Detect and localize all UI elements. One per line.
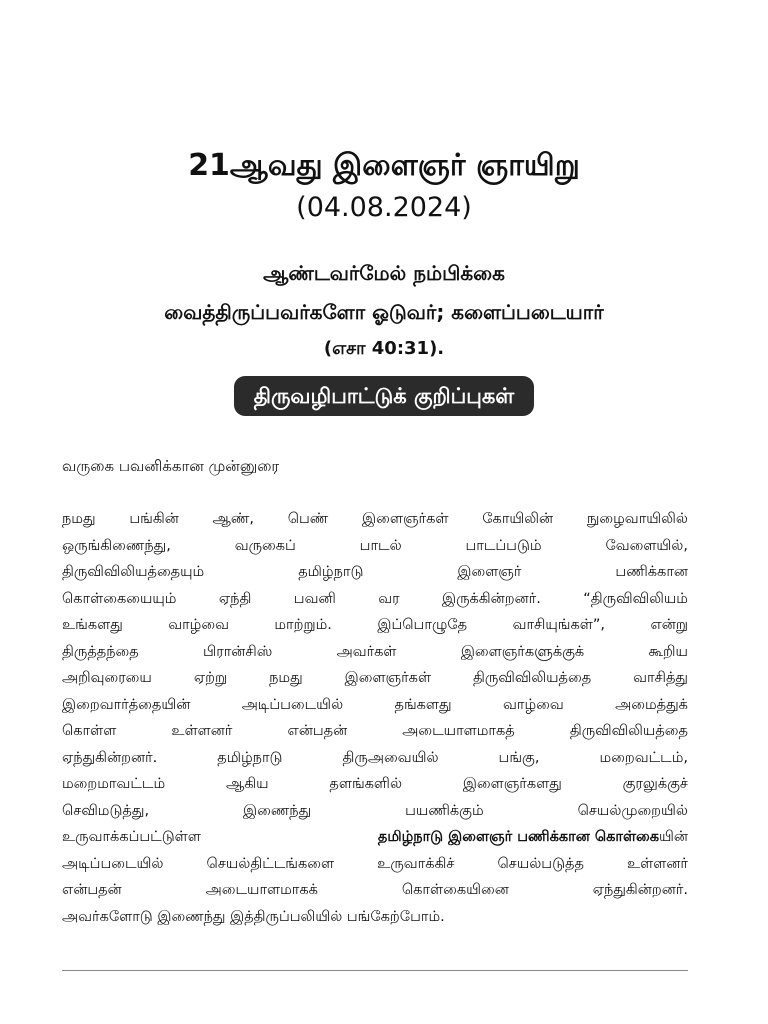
paragraph-line <box>62 771 688 798</box>
word: இளைஞர்கள் <box>362 511 449 527</box>
word: நுழைவாயிலில் <box>586 511 688 527</box>
word: அவர்கள் <box>336 643 397 660</box>
paragraph-line <box>62 692 688 719</box>
word: பங்கின் <box>129 511 179 527</box>
word: பாடல் <box>359 537 402 554</box>
policy-name-inline <box>378 824 688 851</box>
word: வருகைப் <box>234 537 296 554</box>
word: கொள்கையையும் <box>62 590 177 607</box>
word: அமைத்துக் <box>615 696 688 713</box>
paragraph-line <box>62 877 688 904</box>
word: “திருவிவிலியம் <box>583 590 688 607</box>
paragraph-line <box>62 506 688 533</box>
word: திருவிவிலியத்தை <box>473 670 592 686</box>
footer-divider <box>62 970 688 971</box>
word: செயல்திட்டங்களை <box>206 855 335 872</box>
word: அடிப்படையில் <box>62 855 164 872</box>
word: இணைந்து <box>243 802 312 819</box>
word: பணிக்கான <box>615 564 688 580</box>
word: வேளையில், <box>605 537 688 554</box>
word: மாற்றும். <box>274 617 332 633</box>
word: ஒருங்கிணைந்து, <box>62 537 171 554</box>
word: வாழ்வை <box>168 617 229 633</box>
word: இருக்கின்றனர். <box>441 590 541 607</box>
closing-sentence: அவர்களோடு இணைந்து இத்திருப்பலியில் பங்கேற்போம். <box>62 908 445 925</box>
word: அடையாளமாகக் <box>205 882 318 898</box>
liturgy-notes-banner-wrap <box>0 376 768 416</box>
paragraph-line <box>62 745 688 772</box>
word: பெண் <box>287 511 329 527</box>
word: செயல்முறையில் <box>577 802 688 819</box>
paragraph-line <box>62 559 688 586</box>
page-title: 21ஆவது இளைஞர் ஞாயிறு <box>188 148 580 183</box>
paragraph-line <box>62 851 688 878</box>
paragraph-line <box>62 665 688 692</box>
word: இளைஞர்களது <box>462 776 562 792</box>
paragraph-line <box>62 798 688 825</box>
word: ஆண், <box>212 511 254 527</box>
word: உங்களது <box>62 617 123 633</box>
word: இறைவார்த்தையின் <box>62 696 191 713</box>
word: கோயிலின் <box>482 511 554 527</box>
word-suffix: யின் <box>659 829 688 845</box>
paragraph-line <box>62 612 688 639</box>
paragraph-line <box>62 904 688 931</box>
word: கூறிய <box>648 643 688 660</box>
event-date: (04.08.2024) <box>296 192 472 223</box>
word: செவிமடுத்து, <box>62 802 150 819</box>
word: பங்கு, <box>498 749 540 766</box>
word: உள்ளனர் <box>627 855 688 872</box>
paragraph-line <box>62 639 688 666</box>
word: ஏந்துகின்றனர். <box>62 749 158 766</box>
word: திருஅவையில் <box>342 749 439 766</box>
word: தமிழ்நாடு <box>298 564 364 580</box>
word: என்பதன் <box>287 723 348 739</box>
word: கொள்ள <box>62 723 117 739</box>
word: என்பதன் <box>62 882 122 898</box>
word: நமது <box>269 670 303 686</box>
word: உருவாக்கிச் <box>377 855 455 872</box>
word: தங்களது <box>394 696 452 713</box>
word: என்று <box>650 617 688 633</box>
word: குரலுக்குச் <box>622 776 688 792</box>
word: திருவிவிலியத்தையும் <box>62 564 205 580</box>
word: தமிழ்நாடு <box>217 749 283 766</box>
word: பாடப்படும் <box>465 537 542 554</box>
word: பயணிக்கும் <box>405 802 484 819</box>
verse-reference: (எசா 40:31). <box>323 338 445 359</box>
word: மறைவட்டம், <box>599 749 688 766</box>
word: இளைஞர்கள் <box>344 670 432 686</box>
word: பிரான்சிஸ் <box>202 643 273 660</box>
word: ஏந்துகின்றனர். <box>592 882 688 898</box>
word: திருவிவிலியத்தை <box>569 723 688 739</box>
word: கொள்கையினை <box>401 882 509 898</box>
word: தளங்களில் <box>329 776 402 792</box>
word: இளைஞர்களுக்குக் <box>460 643 585 660</box>
word: அடையாளமாகத் <box>402 723 515 739</box>
word: ஏந்தி <box>218 590 252 607</box>
liturgy-notes-banner: திருவழிபாட்டுக் குறிப்புகள் <box>234 376 534 416</box>
word: வர <box>378 590 400 607</box>
word: திருத்தந்தை <box>62 643 139 660</box>
paragraph-line <box>62 586 688 613</box>
word: வாசியுங்கள்”, <box>512 617 605 633</box>
word: வாழ்வை <box>503 696 564 713</box>
word: ஆகிய <box>225 776 269 792</box>
word: உள்ளனர் <box>171 723 233 739</box>
theme-verse-line-1: ஆண்டவர்மேல் நம்பிக்கை <box>263 261 505 285</box>
word: உருவாக்கப்பட்டுள்ள <box>62 829 201 845</box>
paragraph-line <box>62 718 688 745</box>
word: வாசித்து <box>633 670 688 686</box>
paragraph-line <box>62 533 688 560</box>
paragraph-line <box>62 824 688 851</box>
section-heading: வருகை பவனிக்கான முன்னுரை <box>62 457 280 475</box>
word: இளைஞர் <box>457 564 522 580</box>
introduction-paragraph <box>62 506 688 930</box>
word: நமது <box>62 511 96 527</box>
word: அறிவுரையை <box>62 670 152 686</box>
word: பவனி <box>293 590 336 607</box>
word: அடிப்படையில் <box>241 696 344 713</box>
theme-verse-line-2: வைத்திருப்பவர்களோ ஓடுவர்; களைப்படையார் <box>164 300 604 324</box>
policy-name-bold: தமிழ்நாடு இளைஞர் பணிக்கான கொள்கை <box>377 829 660 845</box>
word: செயல்படுத்த <box>497 855 584 872</box>
word: ஏற்று <box>193 670 228 686</box>
word: இப்பொழுதே <box>377 617 468 633</box>
word: மறைமாவட்டம் <box>62 776 166 792</box>
